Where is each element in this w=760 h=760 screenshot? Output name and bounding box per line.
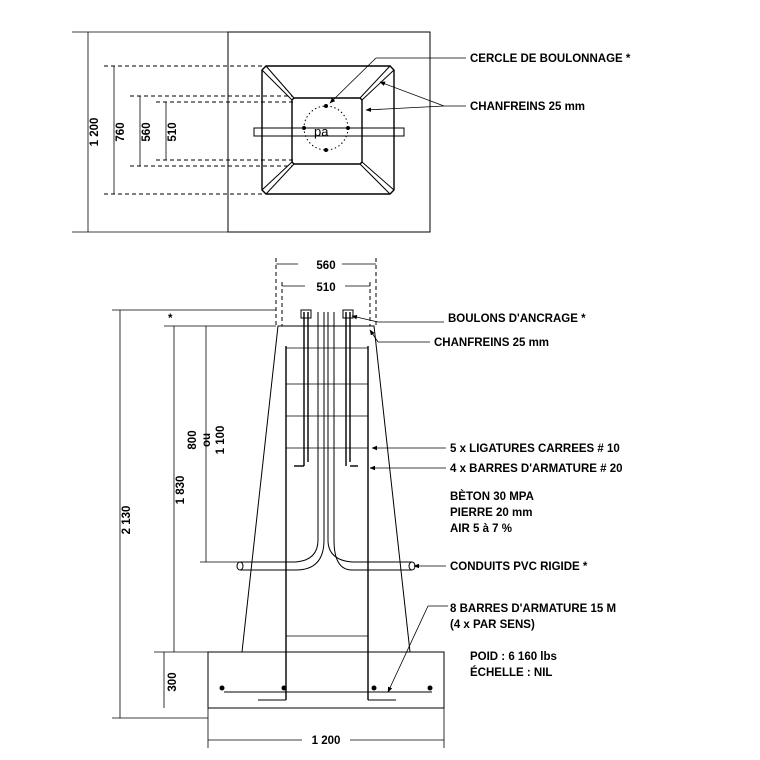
callout-cercle: CERCLE DE BOULONNAGE * — [470, 53, 631, 65]
spec-pierre: PIERRE 20 mm — [450, 507, 533, 519]
dim-1830: 1 830 — [175, 475, 187, 505]
callout-boulons: BOULONS D'ANCRAGE * — [448, 313, 586, 325]
rebar-section — [428, 686, 433, 691]
conduit-left — [240, 312, 318, 562]
dim-1100: 1 100 — [215, 425, 227, 455]
rebar-section — [282, 686, 287, 691]
dim-760: 760 — [115, 122, 127, 142]
callout-barres-20: 4 x BARRES D'ARMATURE # 20 — [450, 463, 623, 475]
callout-chanfreins-side: CHANFREINS 25 mm — [434, 337, 550, 349]
leader-arrow — [330, 58, 376, 103]
dim-ou: ou — [201, 432, 213, 448]
chamfer-line — [360, 66, 390, 98]
chamfer-line — [362, 70, 394, 100]
conduit-end — [237, 562, 243, 570]
conduit-left — [240, 312, 324, 570]
chamfer-line — [266, 164, 294, 194]
chamfer-line — [362, 162, 394, 190]
leader-arrow — [366, 106, 444, 110]
footing — [208, 652, 444, 708]
bolt — [346, 126, 350, 130]
callout-ligatures: 5 x LIGATURES CARREES # 10 — [450, 443, 620, 455]
top-outer-square — [228, 32, 430, 232]
dim-1200-bottom: 1 200 — [311, 735, 341, 747]
bolt-nut — [301, 310, 311, 318]
spec-poid: POID : 6 160 lbs — [470, 651, 557, 663]
dim-1200-top: 1 200 — [89, 117, 101, 147]
callout-chanfreins-top: CHANFREINS 25 mm — [470, 101, 586, 113]
spec-beton: BÈTON 30 MPA — [450, 491, 534, 503]
pier-outline — [242, 326, 410, 652]
dim-510-side: 510 — [316, 282, 336, 294]
dim-510-top: 510 — [167, 122, 179, 142]
leader-arrow — [380, 82, 444, 106]
dim-300: 300 — [167, 672, 179, 692]
leader-arrow — [370, 330, 378, 342]
side-view — [112, 257, 623, 748]
leader-arrow — [352, 316, 378, 322]
bolt — [324, 104, 328, 108]
dim-2130: 2 130 — [121, 505, 133, 535]
chamfer-line — [266, 66, 294, 98]
leader-arrow — [388, 606, 428, 692]
star-mark: * — [168, 313, 173, 325]
conduit-right — [328, 312, 412, 562]
bolt-nut — [343, 310, 353, 318]
callout-barres-15-line2: (4 x PAR SENS) — [450, 619, 535, 631]
center-label: pa — [314, 124, 329, 139]
spec-echelle: ÉCHELLE : NIL — [470, 667, 553, 679]
top-conduit — [254, 128, 404, 136]
spec-air: AIR 5 à 7 % — [450, 523, 512, 535]
rebar-section — [220, 686, 225, 691]
bolt — [324, 148, 328, 152]
callout-barres-15-line1: 8 BARRES D'ARMATURE 15 M — [450, 603, 617, 615]
top-view — [72, 32, 631, 232]
rebar-section — [372, 686, 377, 691]
chamfer-line — [360, 164, 390, 194]
bolt — [302, 126, 306, 130]
callout-conduits: CONDUITS PVC RIGIDE * — [450, 561, 588, 573]
dim-560-side: 560 — [316, 260, 336, 272]
dim-800: 800 — [187, 430, 199, 450]
dim-560-top: 560 — [141, 122, 153, 142]
